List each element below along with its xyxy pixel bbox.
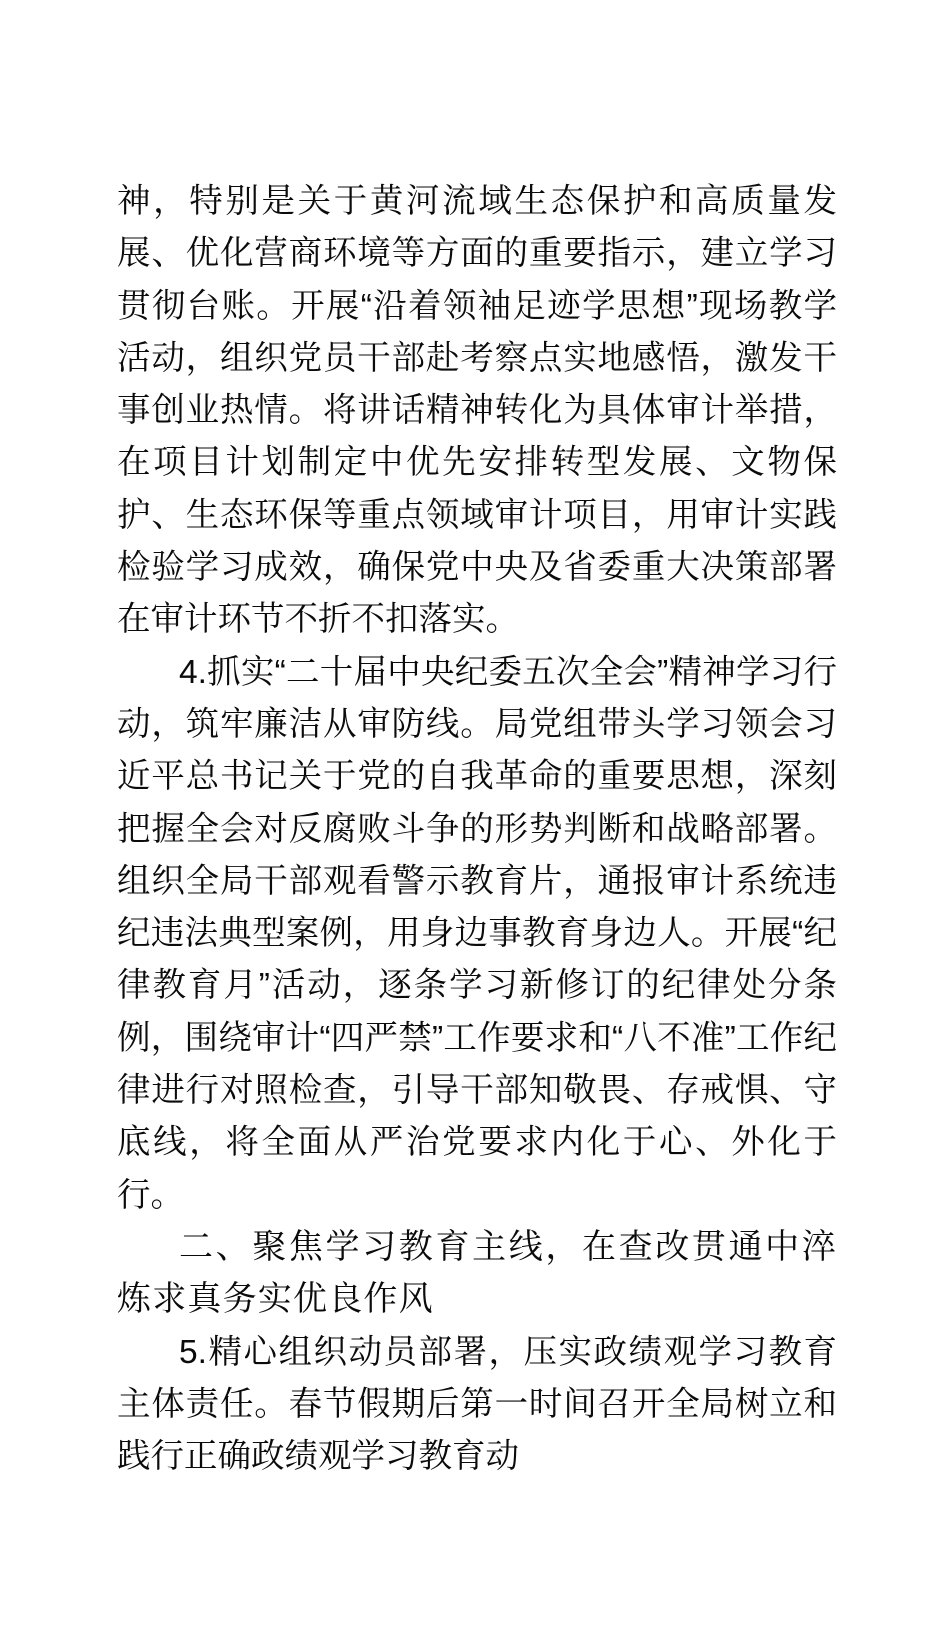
section-heading-two: 二、聚焦学习教育主线，在查改贯通中淬炼求真务实优良作风: [117, 1228, 837, 1319]
page-bottom-whitespace: [117, 1483, 837, 1633]
text-column: [117, 176, 837, 1633]
paragraph-item-4: 4.抓实“二十届中央纪委五次全会”精神学习行动，筑牢廉洁从审防线。局党组带头学习领会习近平总书记关于党的自我革命的重要思想，深刻把握全会对反腐败斗争的形势判断和战略部署。组织全局干部观看警示教育片，通报审计系统违纪违法典型案例，用身边事教育身边人。开展“纪律教育月”活动，逐条学习新修订的纪律处分条例，围绕审计“四严禁”工作要求和“八不准”工作纪律进行对照检查，引导干部知敬畏、存戒惧、守底线，将全面从严治党要求内化于心、外化于行。: [117, 653, 837, 1214]
paragraph-continuation: 神，特别是关于黄河流域生态保护和高质量发展、优化营商环境等方面的重要指示，建立学习贯彻台账。开展“沿着领袖足迹学思想”现场教学活动，组织党员干部赴考察点实地感悟，激发干事创业热情。将讲话精神转化为具体审计举措，在项目计划制定中优先安排转型发展、文物保护、生态环保等重点领域审计项目，用审计实践检验学习成效，确保党中央及省委重大决策部署在审计环节不折不扣落实。: [117, 183, 837, 639]
paragraph-item-5: 5.精心组织动员部署，压实政绩观学习教育主体责任。春节假期后第一时间召开全局树立和践行正确政绩观学习教育动: [117, 1333, 837, 1476]
